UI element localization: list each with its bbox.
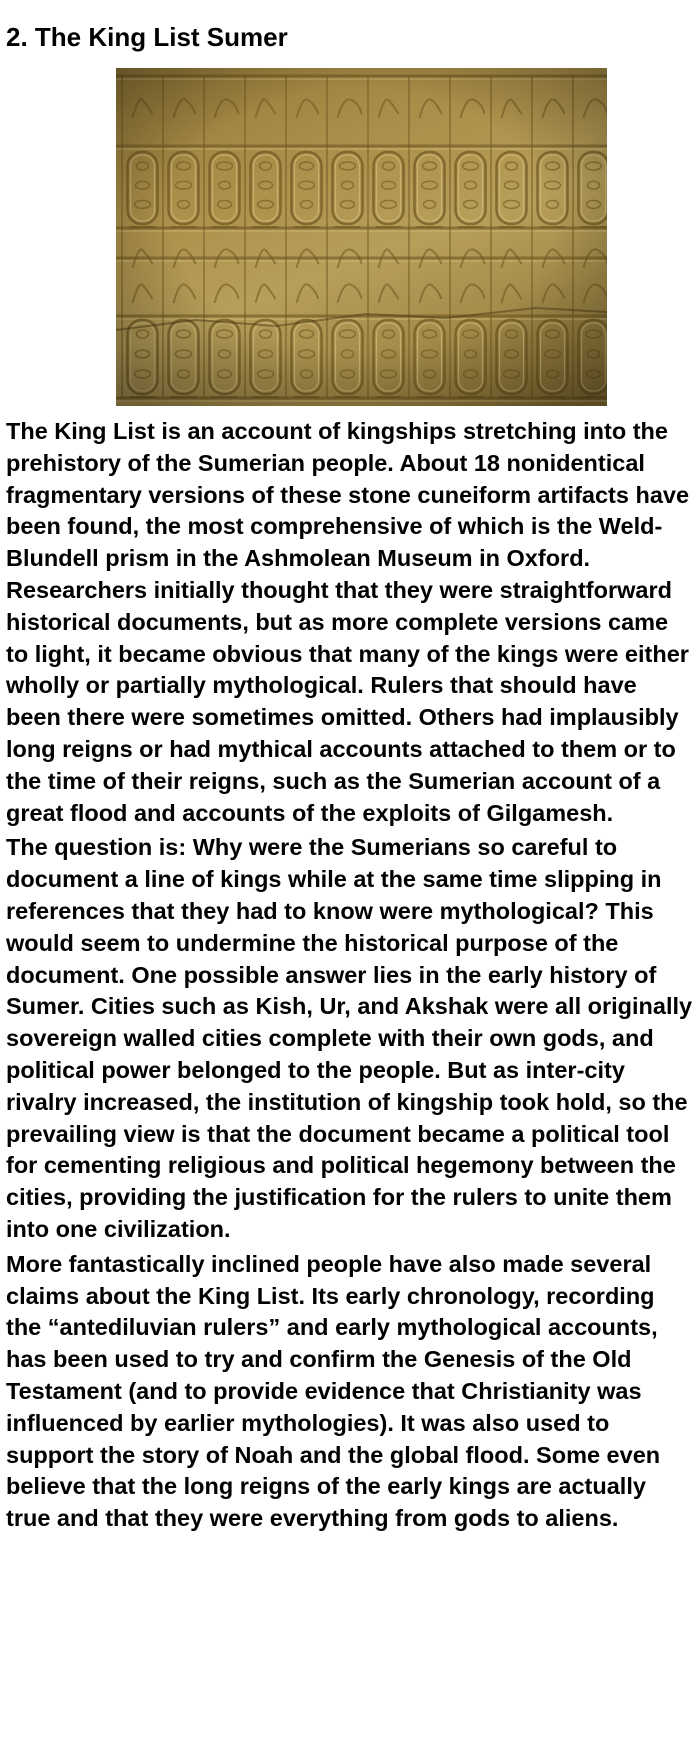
article-body (6, 416, 694, 1538)
cartouche-relief-image (116, 68, 607, 406)
king-list-photo (116, 68, 607, 406)
paragraph-1: The King List is an account of kingships stretching into the prehistory of the Sumerian people. About 18 nonidentical fragmentary versions of these stone cuneiform artifacts have been found, the most comprehensive of which is the Weld-Blundell prism in the Ashmolean Museum in Oxford. Researchers initially thought that they were straightforward historical documents, but as more complete versions came to light, it became obvious that many of the kings were either wholly or partially mythological. Rulers that should have been there were sometimes omitted. Others had implausibly long reigns or had mythical accounts attached to them or to the time of their reigns, such as the Sumerian account of a great flood and accounts of the exploits of Gilgamesh. (6, 418, 690, 826)
paragraph-2: The question is: Why were the Sumerians so careful to document a line of kings while at the same time slipping in references that they had to know were mythological? This would seem to undermine the historical purpose of the document. One possible answer lies in the early history of Sumer. Cities such as Kish, Ur, and Akshak were all originally sovereign walled cities complete with their own gods, and political power belonged to the people. But as inter-city rivalry increased, the institution of kingship took hold, so the prevailing view is that the document became a political tool for cementing religious and political hegemony between the cities, providing the justification for the rulers to unite them into one civilization. (6, 834, 693, 1242)
article-title: 2. The King List Sumer (6, 22, 288, 52)
paragraph-3: More fantastically inclined people have also made several claims about the King List. Its early chronology, recording the “antediluvian rulers” and early mythological accounts, has been used to try and confirm the Genesis of the Old Testament (and to provide evidence that Christianity was influenced by earlier mythologies). It was also used to support the story of Noah and the global flood. Some even believe that the long reigns of the early kings are actually true and that they were everything from gods to aliens. (6, 1250, 661, 1532)
